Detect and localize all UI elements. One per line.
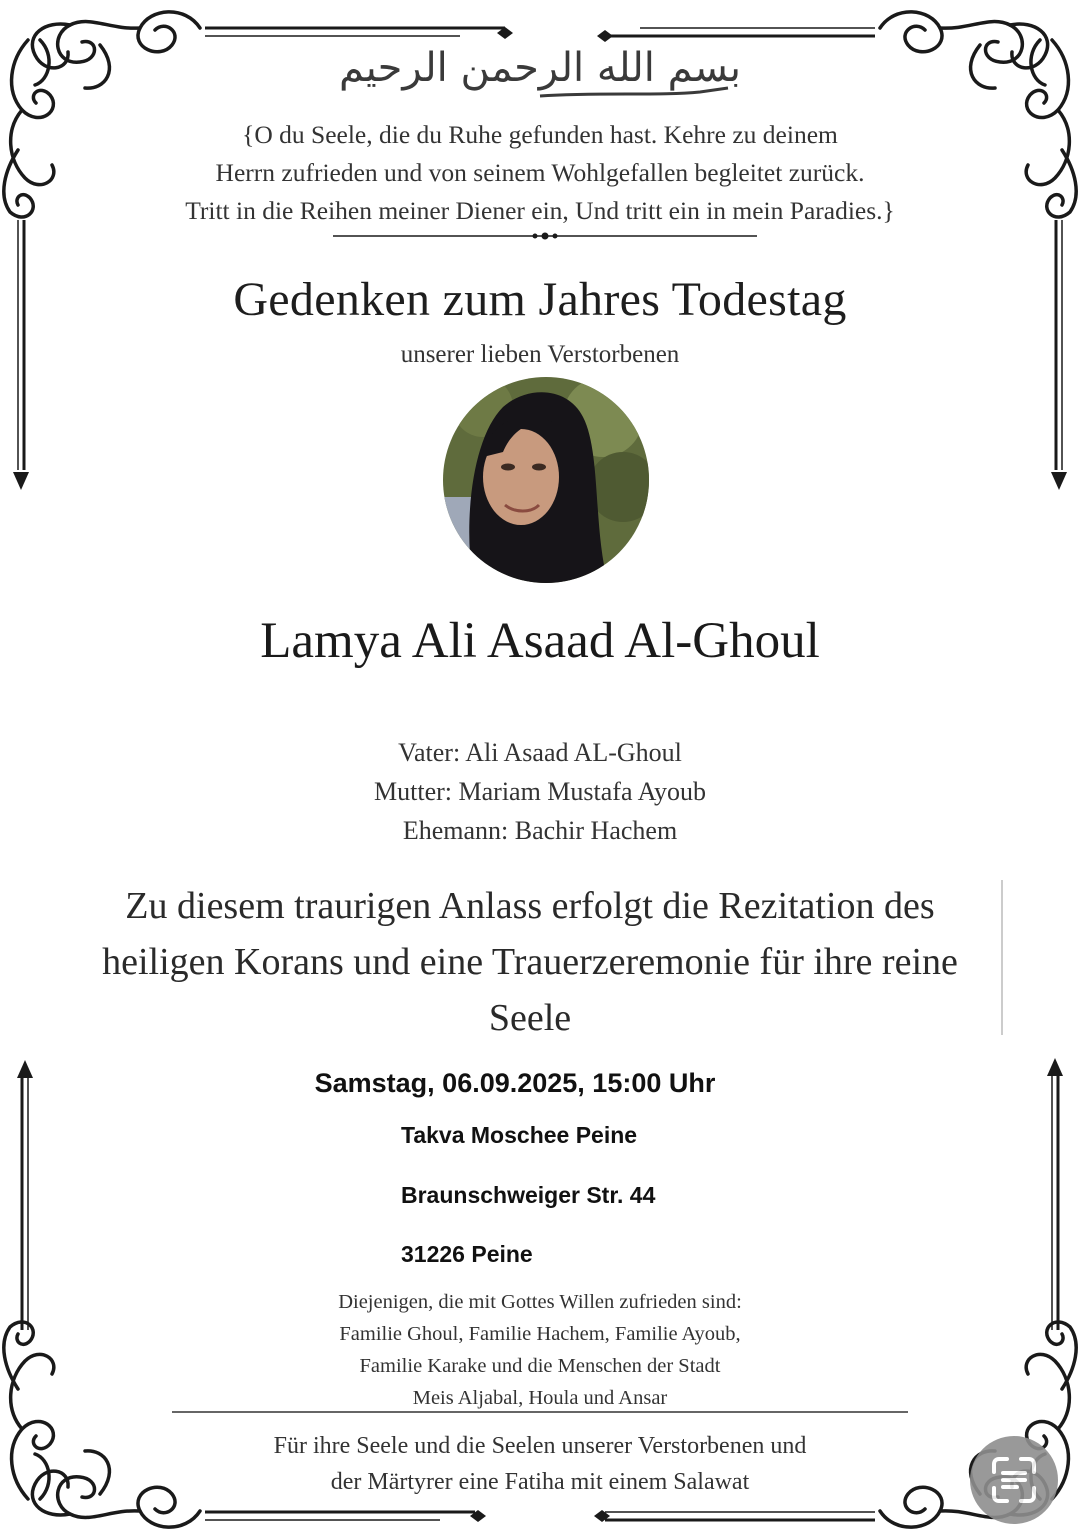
ceremony-line: heiligen Korans und eine Trauerzeremonie für ihre reine: [102, 941, 958, 983]
event-location: Takva Moschee Peine: [401, 1122, 638, 1148]
text-scan-icon: [970, 1436, 1058, 1524]
family-signature: [0, 1286, 1080, 1414]
ceremony-text: [55, 878, 1005, 1046]
event-street: Braunschweiger Str. 44: [401, 1182, 656, 1208]
relative-husband: Ehemann: Bachir Hachem: [402, 816, 678, 845]
verse-divider: [333, 233, 757, 240]
relative-mother: Mutter: Mariam Mustafa Ayoub: [374, 777, 706, 806]
page-title: Gedenken zum Jahres Todestag: [233, 273, 847, 326]
page-subtitle: unserer lieben Verstorbenen: [400, 341, 680, 368]
basmala: بسم الله الرحمن الرحيم: [338, 45, 742, 91]
quran-verse: [0, 116, 1080, 230]
fatiha-request: [0, 1428, 1080, 1500]
family-line: Familie Karake und die Menschen der Stadt: [359, 1355, 721, 1377]
text-scan-button[interactable]: [970, 1436, 1058, 1524]
deceased-name: Lamya Ali Asaad Al-Ghoul: [260, 613, 820, 669]
relatives-list: [0, 733, 1080, 850]
ceremony-line: Seele: [488, 997, 572, 1039]
family-line: Meis Aljabal, Houla und Ansar: [412, 1387, 668, 1409]
top-border: [205, 28, 875, 36]
quran-line: Tritt in die Reihen meiner Diener ein, Und tritt ein in mein Paradies.}: [185, 196, 895, 225]
event-city: 31226 Peine: [401, 1241, 533, 1267]
ceremony-line: Zu diesem traurigen Anlass erfolgt die Rezitation des: [125, 885, 935, 927]
quran-line: Herrn zufrieden und von seinem Wohlgefallen begleitet zurück.: [215, 158, 865, 187]
portrait-photo: [443, 377, 649, 583]
fatiha-line: Für ihre Seele und die Seelen unserer Verstorbenen und: [273, 1433, 807, 1459]
event-datetime: Samstag, 06.09.2025, 15:00 Uhr: [314, 1068, 716, 1098]
family-line: Diejenigen, die mit Gottes Willen zufrieden sind:: [338, 1291, 742, 1313]
quran-line: {O du Seele, die du Ruhe gefunden hast. Kehre zu deinem: [242, 120, 838, 149]
fatiha-line: der Märtyrer eine Fatiha mit einem Salawat: [330, 1469, 750, 1495]
family-line: Familie Ghoul, Familie Hachem, Familie Ayoub,: [339, 1323, 741, 1345]
relative-father: Vater: Ali Asaad AL-Ghoul: [398, 738, 682, 767]
bottom-border: [205, 1512, 875, 1520]
